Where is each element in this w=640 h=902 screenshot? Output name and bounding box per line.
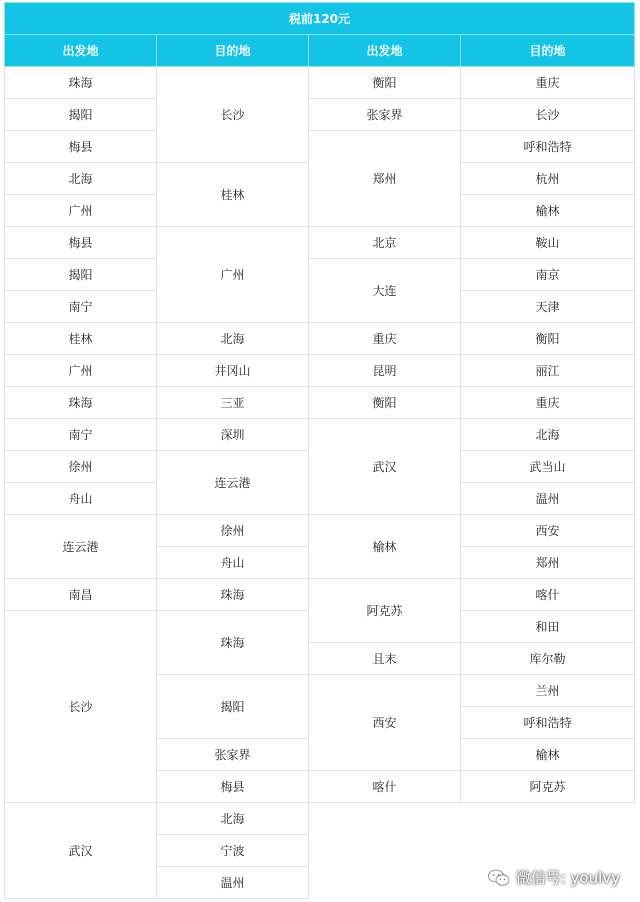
origin-cell: 徐州 bbox=[5, 451, 157, 483]
destination-cell: 宁波 bbox=[157, 835, 309, 867]
origin-cell: 衡阳 bbox=[309, 67, 461, 99]
origin-cell: 南宁 bbox=[5, 419, 157, 451]
empty-cell bbox=[309, 835, 461, 867]
header-origin-left: 出发地 bbox=[5, 35, 157, 67]
empty-cell bbox=[309, 867, 461, 899]
destination-cell: 郑州 bbox=[461, 547, 635, 579]
destination-cell: 丽江 bbox=[461, 355, 635, 387]
table-row bbox=[5, 67, 635, 99]
destination-cell: 衡阳 bbox=[461, 323, 635, 355]
destination-cell: 西安 bbox=[461, 515, 635, 547]
destination-cell: 武当山 bbox=[461, 451, 635, 483]
destination-cell: 呼和浩特 bbox=[461, 707, 635, 739]
watermark-text: 微信号: youlvy bbox=[515, 869, 620, 887]
origin-cell: 张家界 bbox=[309, 99, 461, 131]
table-row bbox=[5, 131, 635, 163]
origin-cell: 榆林 bbox=[309, 515, 461, 579]
wechat-watermark bbox=[488, 867, 620, 888]
origin-cell: 南宁 bbox=[5, 291, 157, 323]
destination-cell: 珠海 bbox=[157, 579, 309, 611]
origin-cell: 郑州 bbox=[309, 131, 461, 227]
destination-cell: 重庆 bbox=[461, 387, 635, 419]
destination-cell: 井冈山 bbox=[157, 355, 309, 387]
route-price-table bbox=[4, 2, 635, 899]
origin-cell: 连云港 bbox=[5, 515, 157, 579]
destination-cell: 榆林 bbox=[461, 195, 635, 227]
destination-cell: 鞍山 bbox=[461, 227, 635, 259]
origin-cell: 西安 bbox=[309, 675, 461, 771]
header-destination-left: 目的地 bbox=[157, 35, 309, 67]
destination-cell: 阿克苏 bbox=[461, 771, 635, 803]
destination-cell: 南京 bbox=[461, 259, 635, 291]
empty-cell bbox=[309, 803, 461, 835]
table-row bbox=[5, 387, 635, 419]
origin-cell: 北京 bbox=[309, 227, 461, 259]
destination-cell: 呼和浩特 bbox=[461, 131, 635, 163]
origin-cell: 揭阳 bbox=[5, 99, 157, 131]
origin-cell: 梅县 bbox=[5, 227, 157, 259]
origin-cell: 长沙 bbox=[5, 611, 157, 803]
destination-cell: 北海 bbox=[157, 803, 309, 835]
destination-cell: 榆林 bbox=[461, 739, 635, 771]
origin-cell: 武汉 bbox=[309, 419, 461, 515]
destination-cell: 温州 bbox=[461, 483, 635, 515]
origin-cell: 南昌 bbox=[5, 579, 157, 611]
destination-cell: 长沙 bbox=[461, 99, 635, 131]
destination-cell: 广州 bbox=[157, 227, 309, 323]
table-row bbox=[5, 515, 635, 547]
table-row bbox=[5, 579, 635, 611]
destination-cell: 舟山 bbox=[157, 547, 309, 579]
table-row bbox=[5, 803, 635, 835]
origin-cell: 广州 bbox=[5, 355, 157, 387]
origin-cell: 揭阳 bbox=[5, 259, 157, 291]
empty-cell bbox=[461, 803, 635, 835]
route-rows bbox=[5, 67, 635, 899]
origin-cell: 桂林 bbox=[5, 323, 157, 355]
origin-cell: 衡阳 bbox=[309, 387, 461, 419]
origin-cell: 阿克苏 bbox=[309, 579, 461, 643]
header-origin-right: 出发地 bbox=[309, 35, 461, 67]
destination-cell: 和田 bbox=[461, 611, 635, 643]
origin-cell: 北海 bbox=[5, 163, 157, 195]
destination-cell: 库尔勒 bbox=[461, 643, 635, 675]
destination-cell: 天津 bbox=[461, 291, 635, 323]
wechat-icon bbox=[488, 869, 510, 887]
table-row bbox=[5, 355, 635, 387]
destination-cell: 北海 bbox=[461, 419, 635, 451]
origin-cell: 喀什 bbox=[309, 771, 461, 803]
header-destination-right: 目的地 bbox=[461, 35, 635, 67]
destination-cell: 徐州 bbox=[157, 515, 309, 547]
origin-cell: 重庆 bbox=[309, 323, 461, 355]
table-row bbox=[5, 419, 635, 451]
origin-cell: 大连 bbox=[309, 259, 461, 323]
table-row bbox=[5, 259, 635, 291]
origin-cell: 舟山 bbox=[5, 483, 157, 515]
destination-cell: 北海 bbox=[157, 323, 309, 355]
table-title: 税前120元 bbox=[5, 3, 635, 35]
destination-cell: 兰州 bbox=[461, 675, 635, 707]
destination-cell: 桂林 bbox=[157, 163, 309, 227]
destination-cell: 珠海 bbox=[157, 611, 309, 675]
destination-cell: 梅县 bbox=[157, 771, 309, 803]
empty-cell bbox=[461, 835, 635, 867]
destination-cell: 连云港 bbox=[157, 451, 309, 515]
destination-cell: 长沙 bbox=[157, 67, 309, 163]
origin-cell: 广州 bbox=[5, 195, 157, 227]
destination-cell: 喀什 bbox=[461, 579, 635, 611]
destination-cell: 温州 bbox=[157, 867, 309, 899]
table-row bbox=[5, 99, 635, 131]
destination-cell: 重庆 bbox=[461, 67, 635, 99]
table-row bbox=[5, 323, 635, 355]
origin-cell: 武汉 bbox=[5, 803, 157, 899]
origin-cell: 珠海 bbox=[5, 387, 157, 419]
origin-cell: 且末 bbox=[309, 643, 461, 675]
destination-cell: 揭阳 bbox=[157, 675, 309, 739]
origin-cell: 珠海 bbox=[5, 67, 157, 99]
destination-cell: 杭州 bbox=[461, 163, 635, 195]
table-row bbox=[5, 227, 635, 259]
destination-cell: 张家界 bbox=[157, 739, 309, 771]
origin-cell: 昆明 bbox=[309, 355, 461, 387]
destination-cell: 深圳 bbox=[157, 419, 309, 451]
origin-cell: 梅县 bbox=[5, 131, 157, 163]
destination-cell: 三亚 bbox=[157, 387, 309, 419]
